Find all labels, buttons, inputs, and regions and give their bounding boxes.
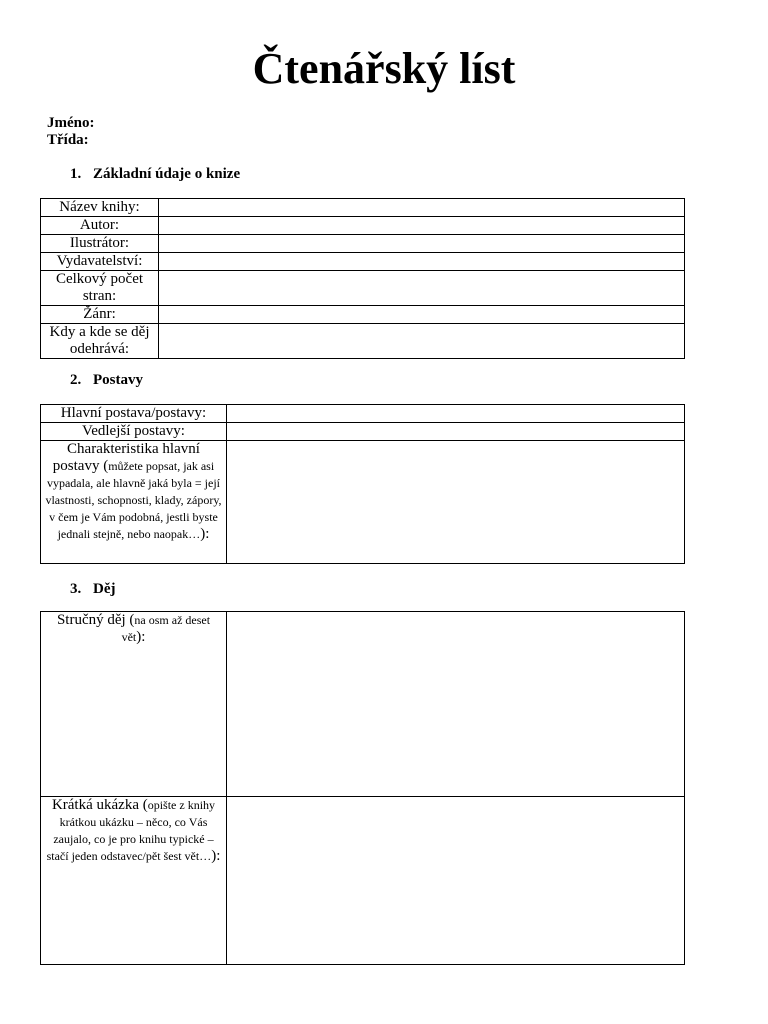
page-title: Čtenářský líst (252, 44, 516, 93)
row-label-setting: Kdy a kde se děj odehrává: (41, 324, 159, 359)
table-row (41, 612, 685, 797)
label-main: Krátká ukázka ( (51, 797, 148, 813)
main-characters-field[interactable] (227, 405, 685, 423)
name-label: Jméno: (47, 115, 95, 131)
row-label-excerpt (41, 797, 227, 965)
page-count-field[interactable] (159, 271, 685, 306)
row-label-book-title: Název knihy: (41, 199, 159, 217)
table-row (41, 306, 685, 324)
row-label-publisher: Vydavatelství: (41, 253, 159, 271)
side-characters-field[interactable] (227, 423, 685, 441)
row-label-main-characters: Hlavní postava/postavy: (41, 405, 227, 423)
row-label-characterization (41, 441, 227, 564)
author-field[interactable] (159, 217, 685, 235)
section-heading-basic-info (70, 165, 240, 183)
illustrator-field[interactable] (159, 235, 685, 253)
section-number: 2. (70, 372, 82, 388)
section-number: 3. (70, 581, 82, 597)
setting-field[interactable] (159, 324, 685, 359)
row-label-side-characters: Vedlejší postavy: (41, 423, 227, 441)
characterization-field[interactable] (227, 441, 685, 564)
section-heading-plot (70, 580, 116, 598)
label-suffix: ): (211, 848, 221, 864)
characters-table (40, 404, 685, 564)
class-label: Třída: (47, 132, 89, 148)
table-row (41, 441, 685, 564)
genre-field[interactable] (159, 306, 685, 324)
table-row (41, 405, 685, 423)
section-title: Postavy (93, 372, 143, 388)
label-note: na osm až deset vět (121, 613, 211, 644)
row-label-genre: Žánr: (41, 306, 159, 324)
plot-summary-field[interactable] (227, 612, 685, 797)
section-number: 1. (70, 166, 82, 182)
table-row (41, 235, 685, 253)
section-title: Základní údaje o knize (93, 166, 241, 182)
publisher-field[interactable] (159, 253, 685, 271)
plot-table (40, 611, 685, 965)
row-label-illustrator: Ilustrátor: (41, 235, 159, 253)
label-note: opište z knihy krátkou ukázku – něco, co Vás zaujalo, co je pro knihu typické – stačí jeden odstavec/pět šest vět… (46, 798, 216, 863)
row-label-author: Autor: (41, 217, 159, 235)
label-suffix: ): (136, 629, 146, 645)
table-row (41, 797, 685, 965)
section-title: Děj (93, 581, 116, 597)
label-note: můžete popsat, jak asi vypadala, ale hlavně jaká byla = její vlastnosti, schopnosti, klady, zápory, v čem je Vám podobná, jestli byste jednali stejně, nebo naopak… (45, 459, 222, 541)
label-suffix: ): (200, 526, 210, 542)
table-row (41, 271, 685, 306)
label-main: Charakteristika hlavní postavy ( (52, 441, 200, 474)
row-label-page-count: Celkový počet stran: (41, 271, 159, 306)
table-row (41, 423, 685, 441)
table-row (41, 199, 685, 217)
excerpt-field[interactable] (227, 797, 685, 965)
book-info-table (40, 198, 685, 359)
row-label-plot-summary (41, 612, 227, 797)
label-main: Stručný děj ( (56, 612, 135, 628)
section-heading-characters (70, 371, 143, 389)
table-row (41, 253, 685, 271)
table-row (41, 217, 685, 235)
table-row (41, 324, 685, 359)
book-title-field[interactable] (159, 199, 685, 217)
